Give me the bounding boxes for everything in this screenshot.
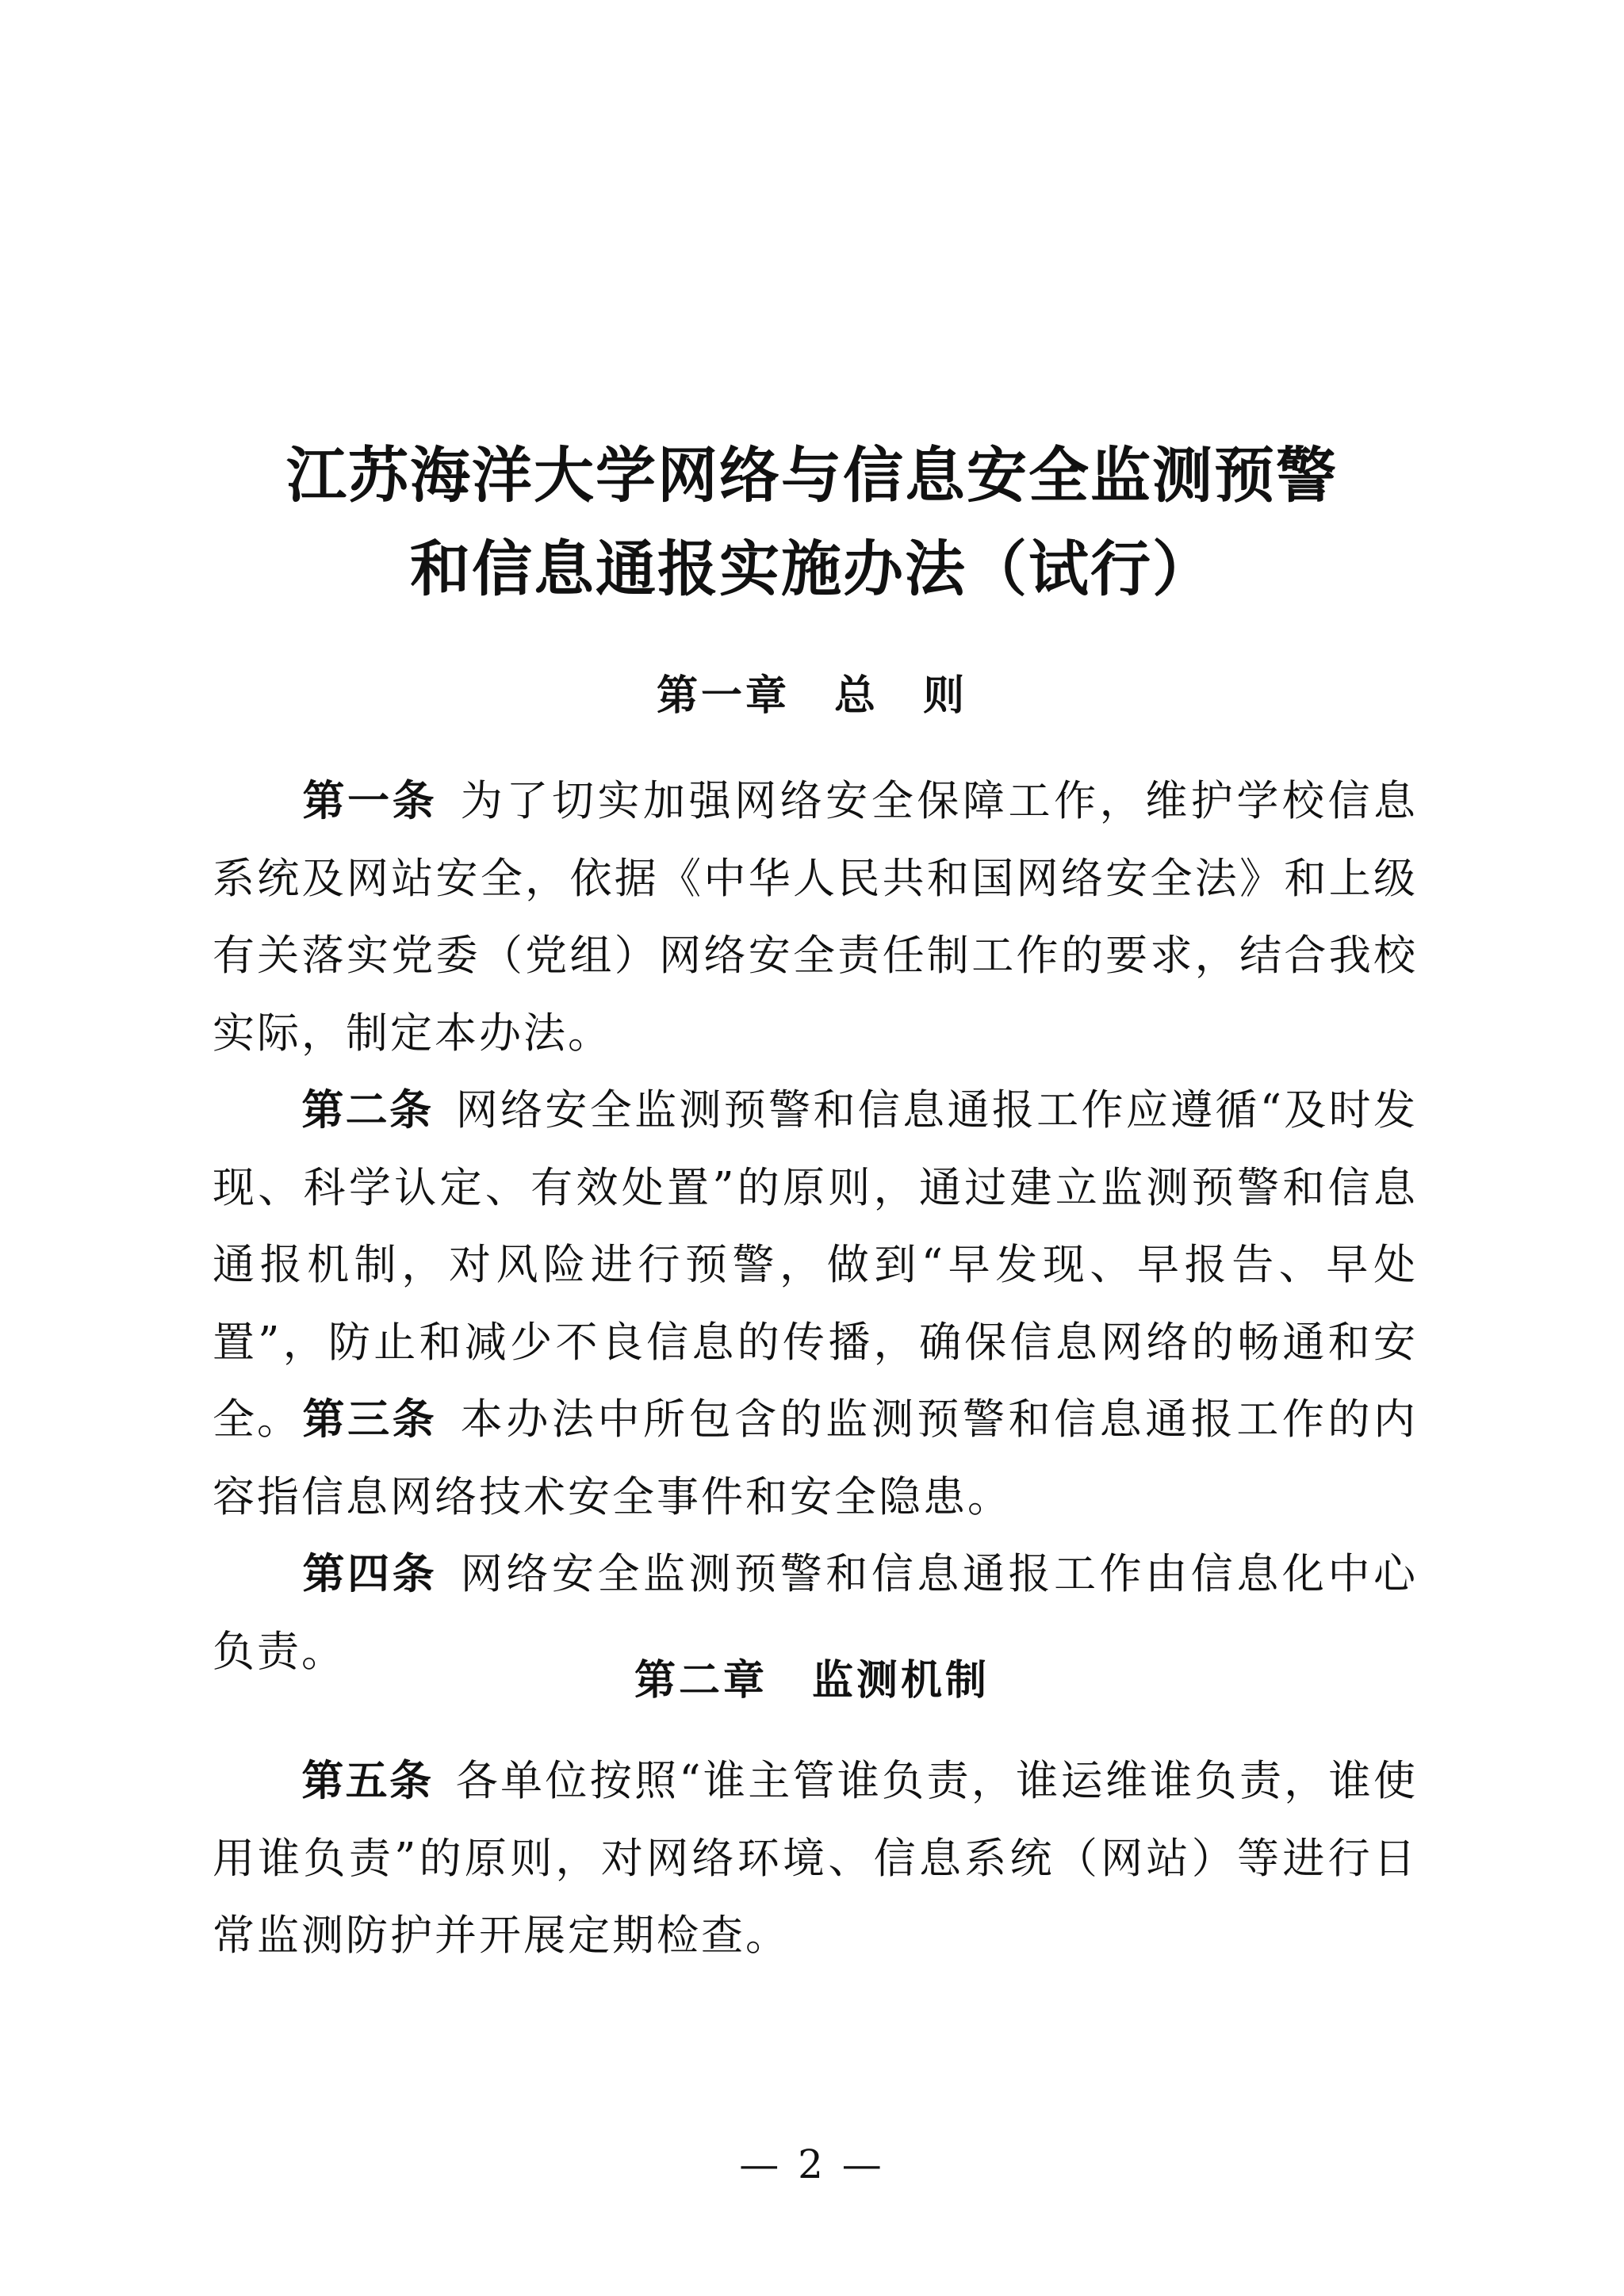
chapter-heading-2: 第二章 监测机制: [634, 1657, 990, 1705]
article-3-text: 本办法中所包含的监测预警和信息通报工作的内容指信息网络技术安全事件和安全隐患。: [213, 1395, 1419, 1521]
article-5: [213, 1743, 1418, 1975]
article-2-text: 网络安全监测预警和信息通报工作应遵循“及时发现、科学认定、有效处置”的原则，通过建立监测预警和信息通报机制，对风险进行预警，做到“早发现、早报告、早处置”，防止和减少不良信息的传播，确保信息网络的畅通和安全。: [213, 1086, 1418, 1444]
article-3-number: 第三条: [301, 1395, 438, 1444]
article-3: [213, 1381, 1418, 1536]
article-1: [213, 763, 1418, 1072]
article-2-number: 第二条: [301, 1086, 434, 1135]
article-5-number: 第五条: [301, 1757, 434, 1805]
document-title-line-2: 和信息通报实施办法（试行）: [410, 534, 1214, 604]
article-1-number: 第一条: [301, 777, 438, 825]
article-4-number: 第四条: [301, 1550, 438, 1598]
article-4-text: 网络安全监测预警和信息通报工作由信息化中心负责。: [213, 1550, 1419, 1676]
article-1-text: 为了切实加强网络安全保障工作，维护学校信息系统及网站安全，依据《中华人民共和国网络安全法》和上级有关落实党委（党组）网络安全责任制工作的要求，结合我校实际，制定本办法。: [213, 777, 1419, 1058]
article-5-text: 各单位按照“谁主管谁负责，谁运维谁负责，谁使用谁负责”的原则，对网络环境、信息系统（网站）等进行日常监测防护并开展定期检查。: [213, 1757, 1418, 1960]
page-number: — 2 —: [739, 2141, 885, 2187]
document-title-line-1: 江苏海洋大学网络与信息安全监测预警: [286, 440, 1338, 511]
chapter-heading-1: 第一章 总 则: [656, 672, 967, 720]
